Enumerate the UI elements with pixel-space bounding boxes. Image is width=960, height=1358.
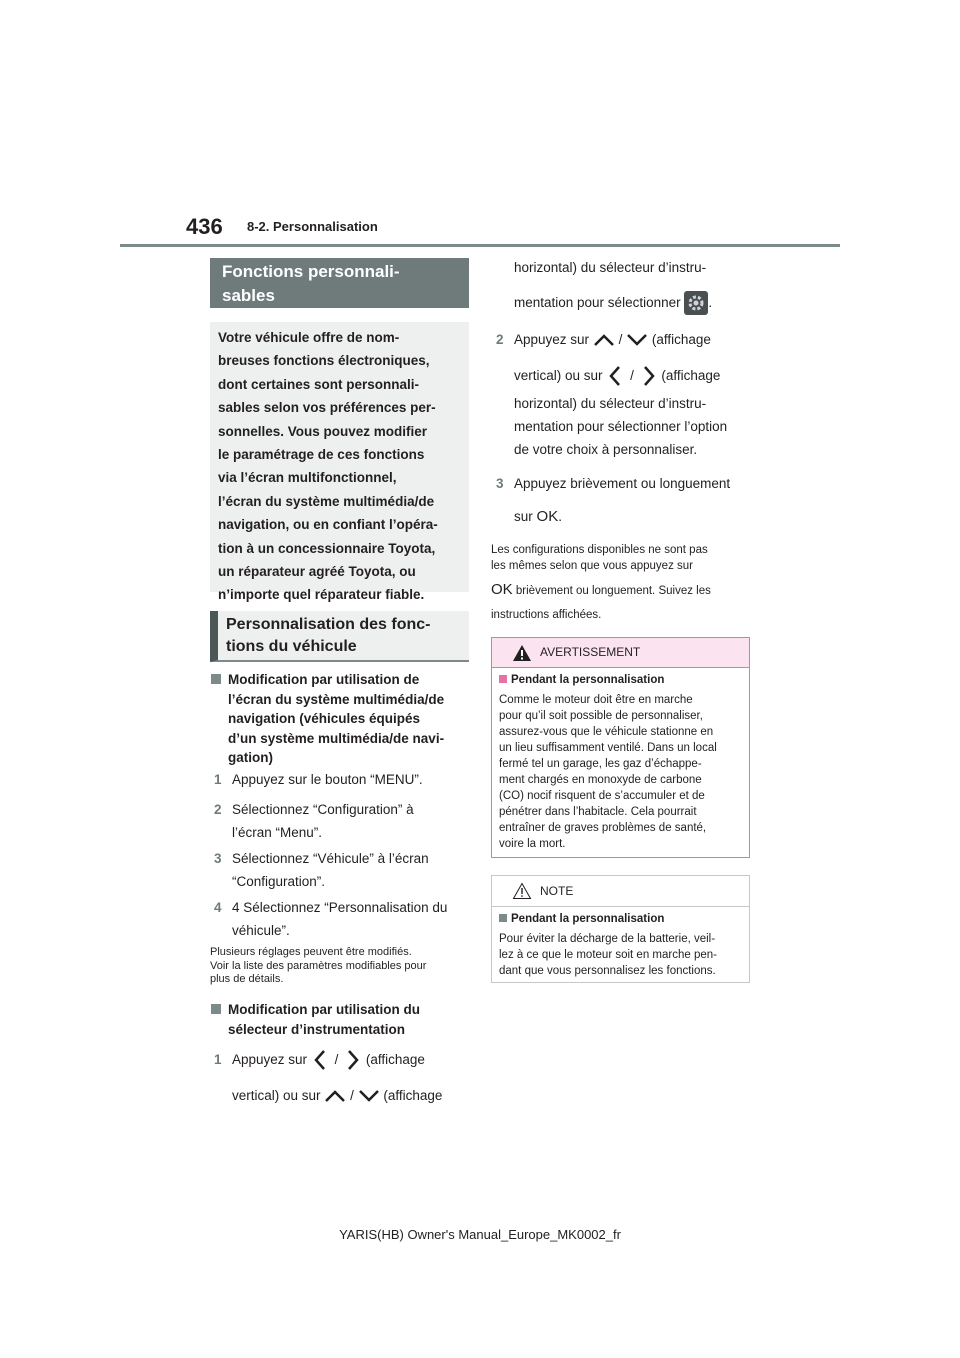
square-bullet-icon [211,1004,221,1014]
note-line: Plusieurs réglages peuvent être modifiés. [210,946,412,958]
step-separator: / [630,368,634,383]
note-line: Pour éviter la décharge de la batterie, veil- [499,933,716,945]
subheading-line: Modification par utilisation de [228,672,420,687]
step-number: 3 [214,851,222,866]
square-bullet-icon [499,675,507,683]
step-separator: / [350,1088,354,1103]
intro-line: un réparateur agréé Toyota, ou [218,564,416,580]
heading-fonctions-personnalisables [210,258,469,308]
warning-body [492,668,749,852]
note-box [491,875,750,983]
note-title: NOTE [540,884,574,898]
para-line: brièvement ou longuement. Suivez les [515,585,711,597]
step-text: vertical) ou sur [514,368,603,383]
intro-line: n’importe quel réparateur fiable. [218,587,425,603]
step-number: 1 [214,1052,222,1067]
warning-line: un lieu suffisamment ventilé. Dans un local [499,742,717,754]
step-b2 [496,328,754,461]
intro-line: tion à un concessionnaire Toyota, [218,540,436,556]
step-number: 2 [214,802,222,817]
step-number: 4 [214,900,222,915]
step-text: horizontal) du sélecteur d’instru- [514,396,707,411]
step-text: “Configuration”. [232,874,326,889]
chevron-right-icon [638,365,658,387]
para-line: instructions affichées. [491,609,602,621]
warning-header [492,638,749,668]
step-text: l’écran “Menu”. [232,825,323,840]
note-header [492,876,749,907]
warning-title: AVERTISSEMENT [540,645,641,659]
step-text: (affichage [365,1052,425,1067]
warning-triangle-icon [512,644,532,662]
intro-panel [210,322,469,603]
chevron-down-icon [358,1088,380,1104]
subheading-line: d’un système multimédia/de navi- [228,730,445,746]
chevron-up-icon [593,332,615,348]
subheading-line: sélecteur d’instrumentation [228,1021,406,1037]
step-text: . [558,509,562,524]
chevron-left-icon [606,365,626,387]
step-number: 1 [214,772,222,787]
caution-triangle-icon [512,882,532,900]
heading2-line2: tions du véhicule [226,638,357,655]
step-number: 2 [496,332,504,347]
intro-line: navigation, ou en confiant l’opéra- [218,517,438,533]
heading1-line2: sables [222,286,275,305]
heading2-line1: Personnalisation des fonc- [226,616,431,633]
step-text: (affichage [383,1088,443,1103]
chevron-left-icon [311,1049,331,1071]
intro-line: sables selon vos préférences per- [218,400,436,416]
subheading-line: l’écran du système multimédia/de [228,691,445,707]
step-text: de votre choix à personnaliser. [514,442,698,457]
note-line: dant que vous personnalisez les fonctions. [499,965,716,977]
note-reglages [210,946,472,987]
step-b1 [214,1048,472,1108]
intro-line: l’écran du système multimédia/de [218,493,435,509]
square-bullet-icon [499,914,507,922]
para-line: les mêmes selon que vous appuyez sur [491,560,693,572]
chevron-down-icon [626,332,648,348]
warning-line: voire la mort. [499,838,566,850]
warning-line: Comme le moteur doit être en marche [499,694,693,706]
intro-line: le paramétrage de ces fonctions [218,447,425,463]
warning-line: (CO) nocif risquent de s’accumuler et de [499,790,705,802]
note-line: Voir la liste des paramètres modifiables pour [210,959,427,972]
step-text: Appuyez sur le bouton “MENU”. [232,772,423,787]
header-rule [120,244,840,247]
step-text: Sélectionnez “Véhicule” à l’écran [232,851,429,866]
step-text: Appuyez sur [232,1052,308,1067]
subheading-selecteur [228,1000,473,1039]
gear-icon [684,291,708,315]
intro-line: breuses fonctions électroniques, [218,353,430,369]
heading-personnalisation-fonctions [210,611,469,662]
subheading-line: navigation (véhicules équipés [228,711,421,726]
step-number: 3 [496,476,504,491]
step-text: Appuyez brièvement ou longuement [514,476,731,491]
step-text: Appuyez sur [514,332,590,347]
note-body [492,907,749,979]
step-separator: / [618,332,623,347]
step-text: horizontal) du sélecteur d’instru- [514,260,707,275]
warning-line: entraîner de graves problèmes de santé, [499,822,707,834]
note-subtitle: Pendant la personnalisation [511,913,665,925]
step-text: mentation pour sélectionner l’option [514,419,728,434]
step-text: (affichage [651,332,711,347]
footer-manual-id: YARIS(HB) Owner's Manual_Europe_MK0002_fr [339,1227,621,1242]
ok-button-icon: OK [536,508,559,525]
subheading-multimedia [228,670,473,768]
chevron-up-icon [324,1088,346,1104]
warning-line: pénétrer dans l’habitacle. Cela pourrait [499,806,697,818]
warning-box [491,637,750,858]
step-text: sur [514,509,533,524]
step-2 [214,798,414,844]
subheading-line: gation) [228,750,273,765]
step-text: (affichage [661,368,721,383]
step-3 [214,847,429,893]
chevron-right-icon [342,1049,362,1071]
step-text: 4 Sélectionnez “Personnalisation du [232,900,448,915]
page-number: 436 [186,214,223,239]
step-4 [214,896,448,942]
step-separator: / [334,1052,339,1067]
para-configurations [491,542,753,623]
step-b1-continued: horizontal) du sélecteur d’instru- mentation pour sélectionner . [514,256,754,317]
intro-line: Votre véhicule offre de nom- [218,330,400,345]
warning-line: fermé tel un garage, les gaz d’échappe- [499,758,702,770]
warning-line: ment chargés en monoxyde de carbone [499,774,702,786]
note-line: lez à ce que le moteur soit en marche pen- [499,949,717,961]
square-bullet-icon [211,674,221,684]
section-label: 8-2. Personnalisation [247,219,378,234]
step-1 [214,768,423,791]
para-line: Les configurations disponibles ne sont pas [491,544,708,556]
heading1-line1: Fonctions personnali- [222,262,400,281]
step-b3 [496,472,754,528]
warning-subtitle: Pendant la personnalisation [511,674,665,686]
note-line: plus de détails. [210,973,284,985]
intro-line: sonnelles. Vous pouvez modifier [218,423,428,439]
step-text: mentation pour sélectionner [514,295,681,310]
step-text: vertical) ou sur [232,1088,321,1103]
step-text: Sélectionnez “Configuration” à [232,802,414,817]
subheading-line: Modification par utilisation du [228,1002,420,1017]
ok-button-icon: OK [491,581,513,598]
intro-line: dont certaines sont personnali- [218,376,420,392]
step-text: véhicule”. [232,923,290,938]
warning-line: assurez-vous que le véhicule stationne en [499,726,714,738]
intro-line: via l’écran multifonctionnel, [218,470,397,486]
warning-line: pour qu’il soit possible de personnaliser, [499,710,703,722]
